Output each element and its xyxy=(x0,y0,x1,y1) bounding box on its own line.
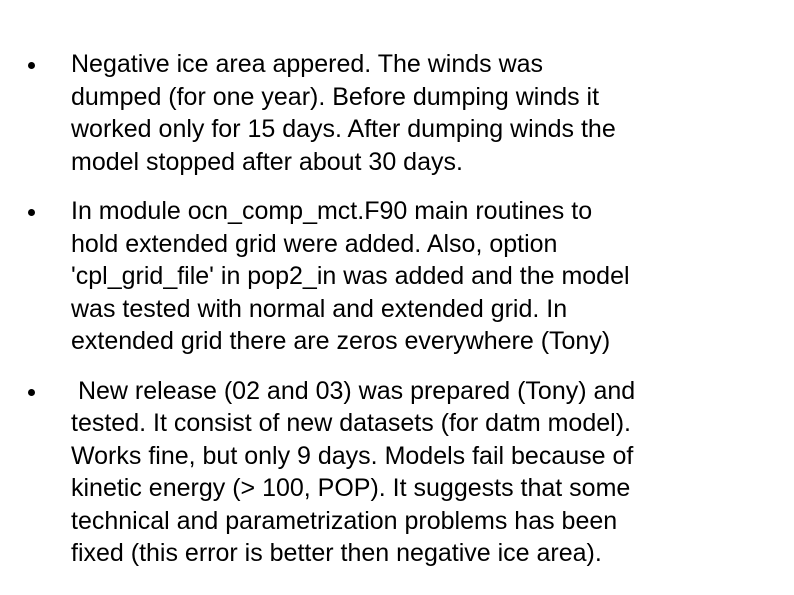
bullet-line: Works fine, but only 9 days. Models fail because of xyxy=(71,441,634,470)
bullet-dot-icon xyxy=(28,209,35,216)
bullet-line: hold extended grid were added. Also, option xyxy=(71,229,558,258)
bullet-line: 'cpl_grid_file' in pop2_in was added and the model xyxy=(71,262,630,290)
bullet-item-2 xyxy=(26,195,766,358)
bullet-line: technical and parametrization problems has been xyxy=(71,506,618,535)
bullet-dot-icon xyxy=(28,62,35,69)
bullet-line: In module ocn_comp_mct.F90 main routines to xyxy=(71,197,593,225)
bullet-item-1 xyxy=(26,48,766,178)
bullet-line: tested. It consist of new datasets (for datm model). xyxy=(71,409,631,437)
bullet-item-3 xyxy=(26,375,766,570)
bullet-dot-icon xyxy=(28,389,35,396)
bullet-line: fixed (this error is better then negative ice area). xyxy=(71,539,602,567)
bullet-line: worked only for 15 days. After dumping winds the xyxy=(71,115,616,143)
bullet-line: New release (02 and 03) was prepared (Tony) and xyxy=(71,376,636,405)
bullet-line: Negative ice area appered. The winds was xyxy=(71,50,544,78)
bullet-line: kinetic energy (> 100, POP). It suggests that some xyxy=(71,474,631,502)
bullet-line: was tested with normal and extended grid. In xyxy=(71,294,568,323)
bullet-line: model stopped after about 30 days. xyxy=(71,147,463,176)
bullet-list xyxy=(26,48,766,587)
bullet-line: extended grid there are zeros everywhere (Tony) xyxy=(71,327,611,355)
bullet-line: dumped (for one year). Before dumping winds it xyxy=(71,82,600,111)
